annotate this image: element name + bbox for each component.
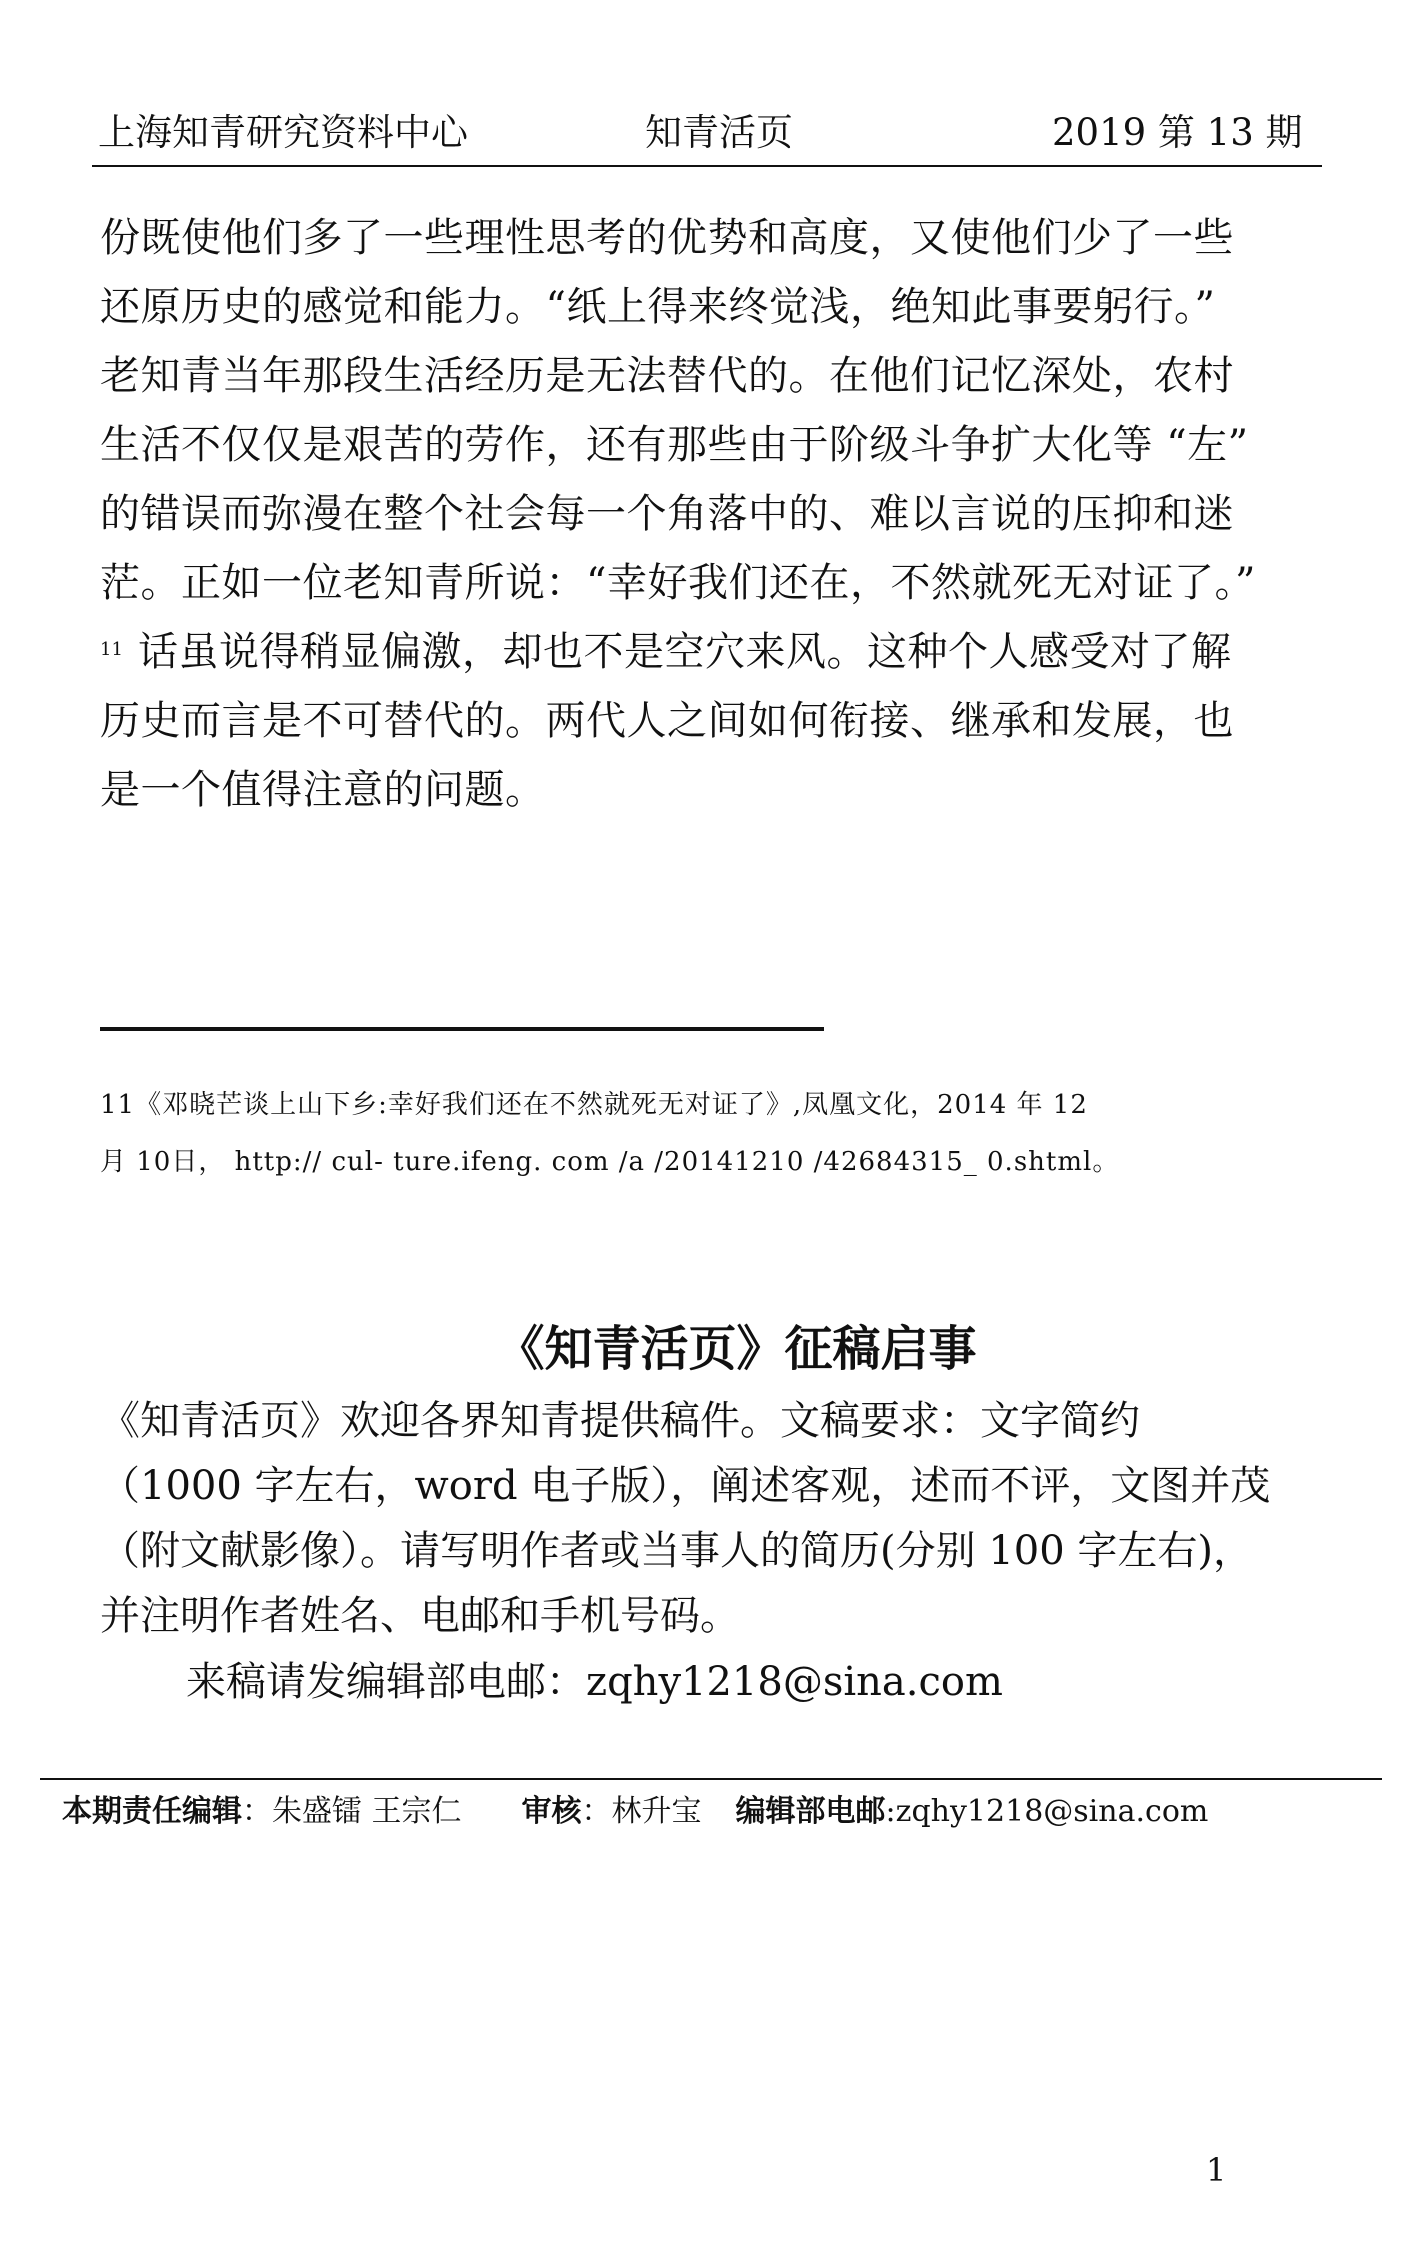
body-line: 份既使他们多了一些理性思考的优势和高度，又使他们少了一些 <box>100 215 1234 261</box>
header-org: 上海知青研究资料中心 <box>98 111 468 154</box>
footnote-marker: 11 <box>100 639 123 660</box>
header-rule <box>92 165 1322 167</box>
body-line: 还原历史的感觉和能力。“纸上得来终觉浅，绝知此事要躬行。” <box>100 284 1216 330</box>
body-line: 生活不仅仅是艰苦的劳作，还有那些由于阶级斗争扩大化等 “左” <box>100 422 1249 468</box>
email-label: 编辑部电邮 <box>735 1794 886 1829</box>
body-line: 话虽说得稍显偏激，却也不是空穴来风。这种个人感受对了解 <box>138 629 1232 675</box>
notice-title: 《知青活页》征稿启事 <box>496 1321 977 1377</box>
review-label: 审核 <box>521 1794 582 1829</box>
notice-line: 《知青活页》欢迎各界知青提供稿件。文稿要求：文字简约 <box>100 1398 1140 1444</box>
email-value: :zqhy1218@sina.com <box>885 1794 1209 1829</box>
body-line: 历史而言是不可替代的。两代人之间如何衔接、继承和发展，也 <box>100 698 1234 744</box>
review-names: ：林升宝 <box>581 1794 702 1829</box>
notice-line: （附文献影像）。请写明作者或当事人的简历(分别 100 字左右)， <box>100 1528 1253 1574</box>
footnote-separator <box>100 1027 824 1031</box>
footnote-line: 月 10日， http:// cul- ture.ifeng. com /a /20141210 /42684315_ 0.shtml。 <box>100 1147 1120 1177</box>
body-line: 的错误而弥漫在整个社会每一个角落中的、难以言说的压抑和迷 <box>100 491 1234 537</box>
page-number: 1 <box>1206 2151 1227 2189</box>
editor-label: 本期责任编辑 <box>62 1794 242 1829</box>
body-line: 老知青当年那段生活经历是无法替代的。在他们记忆深处，农村 <box>100 353 1234 399</box>
body-line: 茫。正如一位老知青所说：“幸好我们还在，不然就死无对证了。” <box>100 560 1256 606</box>
notice-line: （1000 字左右，word 电子版），阐述客观，述而不评，文图并茂 <box>100 1463 1271 1509</box>
header-publication: 知青活页 <box>645 111 793 154</box>
footer-credits <box>62 1792 1208 1832</box>
header-issue: 2019 第 13 期 <box>1052 111 1303 154</box>
footer-rule <box>40 1778 1382 1780</box>
footnote-line: 11《邓晓芒谈上山下乡:幸好我们还在不然就死无对证了》,凤凰文化，2014 年 12 <box>100 1090 1088 1120</box>
notice-line: 并注明作者姓名、电邮和手机号码。 <box>100 1593 740 1639</box>
body-line: 是一个值得注意的问题。 <box>100 767 546 813</box>
editor-names: ：朱盛镭 王宗仁 <box>242 1794 462 1829</box>
notice-email-line: 来稿请发编辑部电邮：zqhy1218@sina.com <box>186 1659 1003 1705</box>
